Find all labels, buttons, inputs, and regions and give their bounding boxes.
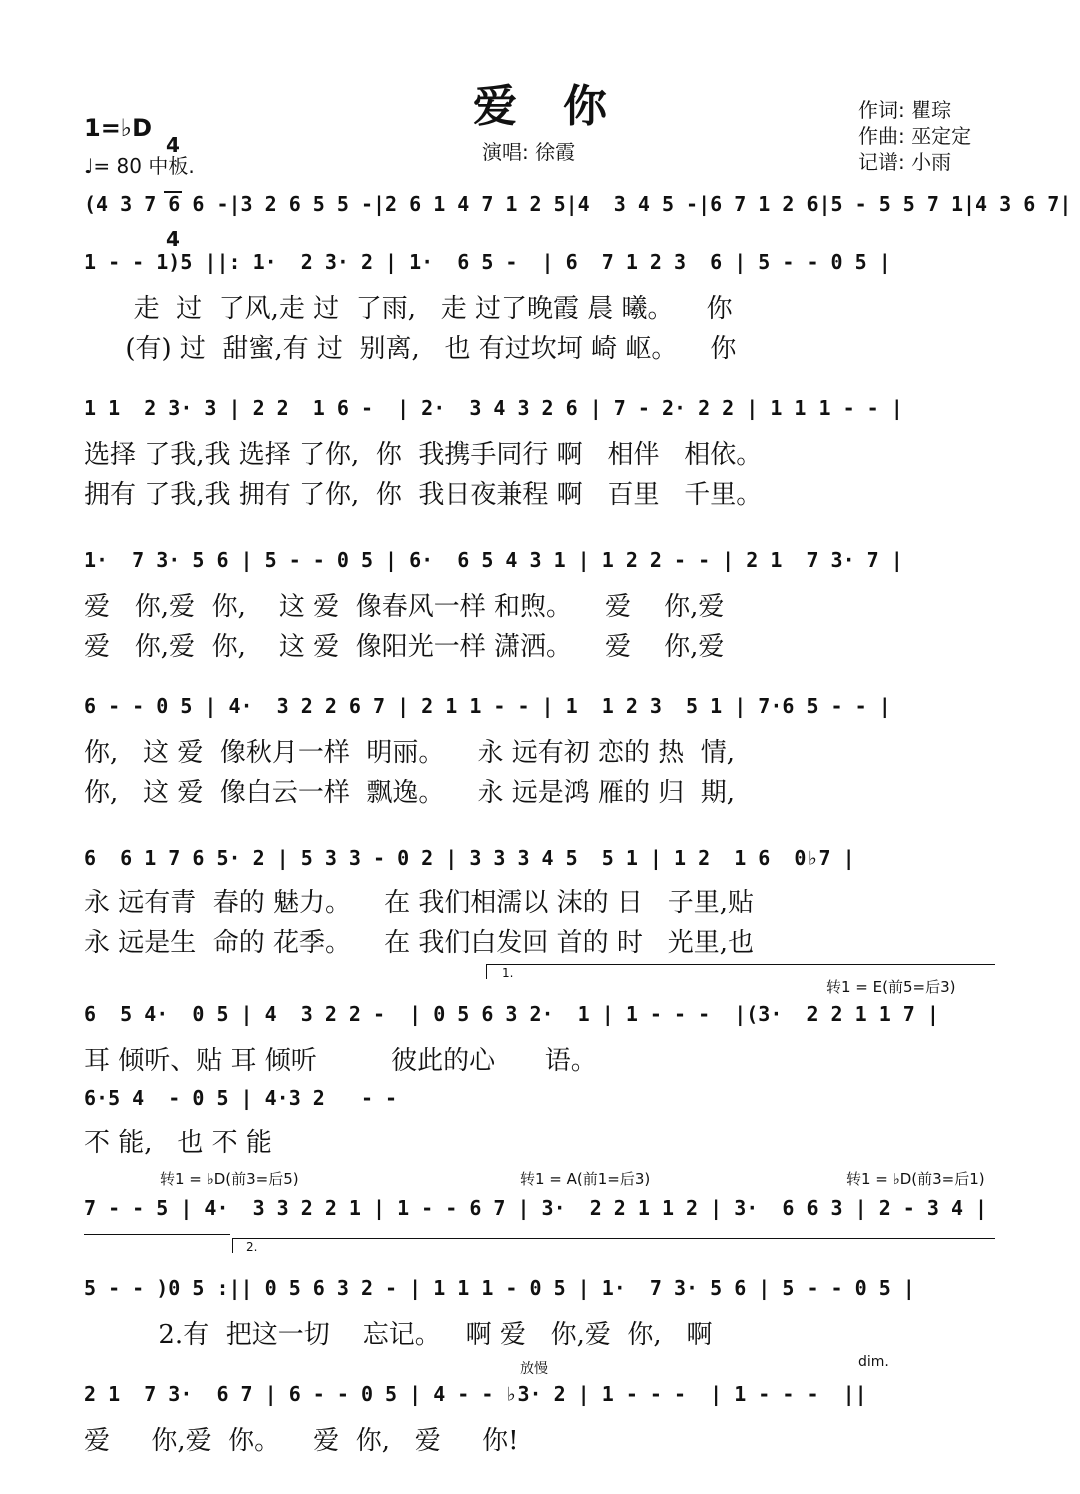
lyric-line: 永 远有青 春的 魅力。 在 我们相濡以 沫的 日 子里,贴 xyxy=(84,888,754,918)
notation-row: 6 - - 0 5 | 4· 3 2 2 6 7 | 2 1 1 - - | 1 1 2 3 5 1 | 7·6 5 - - | xyxy=(84,694,891,718)
lyric-line: 你, 这 爱 像秋月一样 明丽。 永 远有初 恋的 热 情, xyxy=(84,738,736,768)
composer-credit: 作曲: 巫定定 xyxy=(858,124,972,148)
lyric-line: 走 过 了风,走 过 了雨, 走 过了晚霞 晨 曦。 你 xyxy=(84,294,733,324)
time-signature-numerator: 4 xyxy=(166,133,180,157)
volta-2-label: 2. xyxy=(246,1240,258,1254)
lyric-line: 2.有 把这一切 忘记。 啊 爱 你,爱 你, 啊 xyxy=(84,1320,713,1350)
notation-row: 7 - - 5 | 4· 3 3 2 2 1 | 1 - - 6 7 | 3· 2 2 1 1 2 | 3· 6 6 3 | 2 - 3 4 | xyxy=(84,1196,988,1220)
time-signature xyxy=(164,100,182,266)
lyric-line: 爱 你,爱 你, 这 爱 像春风一样 和煦。 爱 你,爱 xyxy=(84,592,725,622)
modulation-mark: 转1 = ♭D(前3=后1) xyxy=(846,1170,985,1188)
divider xyxy=(84,1234,230,1235)
notation-row: 6 6 1 7 6 5· 2 | 5 3 3 - 0 2 | 3 3 3 4 5 5 1 | 1 2 1 6 0♭7 | xyxy=(84,846,855,870)
volta-1-label: 1. xyxy=(502,966,514,980)
singer-credit: 演唱: 徐霞 xyxy=(482,140,576,164)
lyric-line: 永 远是生 命的 花季。 在 我们白发回 首的 时 光里,也 xyxy=(84,928,754,958)
key-signature: 1=♭D xyxy=(84,114,153,142)
notation-row: 1 1 2 3· 3 | 2 2 1 6 - | 2· 3 4 3 2 6 | 7 - 2· 2 2 | 1 1 1 - - | xyxy=(84,396,903,420)
notation-row: 5 - - )0 5 :|| 0 5 6 3 2 - | 1 1 1 - 0 5 | 1· 7 3· 5 6 | 5 - - 0 5 | xyxy=(84,1276,915,1300)
notation-row: 6·5 4 - 0 5 | 4·3 2 - - xyxy=(84,1086,398,1110)
notation-row: 1· 7 3· 5 6 | 5 - - 0 5 | 6· 6 5 4 3 1 | 1 2 2 - - | 2 1 7 3· 7 | xyxy=(84,548,903,572)
lyric-line: 爱 你,爱 你, 这 爱 像阳光一样 潇洒。 爱 你,爱 xyxy=(84,632,725,662)
tempo-marking: ♩= 80 中板. xyxy=(84,154,195,178)
lyric-line: 耳 倾听、贴 耳 倾听 彼此的心 语。 xyxy=(84,1046,597,1076)
transcriber-credit: 记谱: 小雨 xyxy=(858,150,952,174)
volta-2-bracket xyxy=(232,1238,995,1253)
lyricist-credit: 作词: 瞿琮 xyxy=(858,98,952,122)
notation-row: (4 3 7 6 6 -|3 2 6 5 5 -|2 6 1 4 7 1 2 5|4 3 4 5 -|6 7 1 2 6|5 - 5 5 7 1|4 3 6 7| xyxy=(84,192,1072,216)
modulation-mark: 转1 = ♭D(前3=后5) xyxy=(160,1170,299,1188)
lyric-line: 拥有 了我,我 拥有 了你, 你 我日夜兼程 啊 百里 千里。 xyxy=(84,480,763,510)
notation-row: 6 5 4· 0 5 | 4 3 2 2 - | 0 5 6 3 2· 1 | 1 - - - |(3· 2 2 1 1 7 | xyxy=(84,1002,939,1026)
notation-row: 2 1 7 3· 6 7 | 6 - - 0 5 | 4 - - ♭3· 2 | 1 - - - | 1 - - - || xyxy=(84,1382,867,1406)
modulation-mark: 转1 = E(前5=后3) xyxy=(826,978,956,996)
dim-mark: dim. xyxy=(858,1354,889,1370)
tempo-slow-mark: 放慢 xyxy=(520,1361,548,1377)
time-signature-denominator: 4 xyxy=(166,227,180,251)
modulation-mark: 转1 = A(前1=后3) xyxy=(520,1170,651,1188)
lyric-line: (有) 过 甜蜜,有 过 别离, 也 有过坎坷 崎 岖。 你 xyxy=(84,334,737,364)
notation-row: 1 - - 1)5 ||: 1· 2 3· 2 | 1· 6 5 - | 6 7 1 2 3 6 | 5 - - 0 5 | xyxy=(84,250,891,274)
song-title: 爱 你 xyxy=(473,81,607,132)
lyric-line: 你, 这 爱 像白云一样 飘逸。 永 远是鸿 雁的 归 期, xyxy=(84,778,736,808)
lyric-line: 选择 了我,我 选择 了你, 你 我携手同行 啊 相伴 相依。 xyxy=(84,440,763,470)
lyric-line: 不 能, 也 不 能 xyxy=(84,1128,272,1158)
lyric-line: 爱 你,爱 你。 爱 你, 爱 你! xyxy=(84,1426,519,1456)
